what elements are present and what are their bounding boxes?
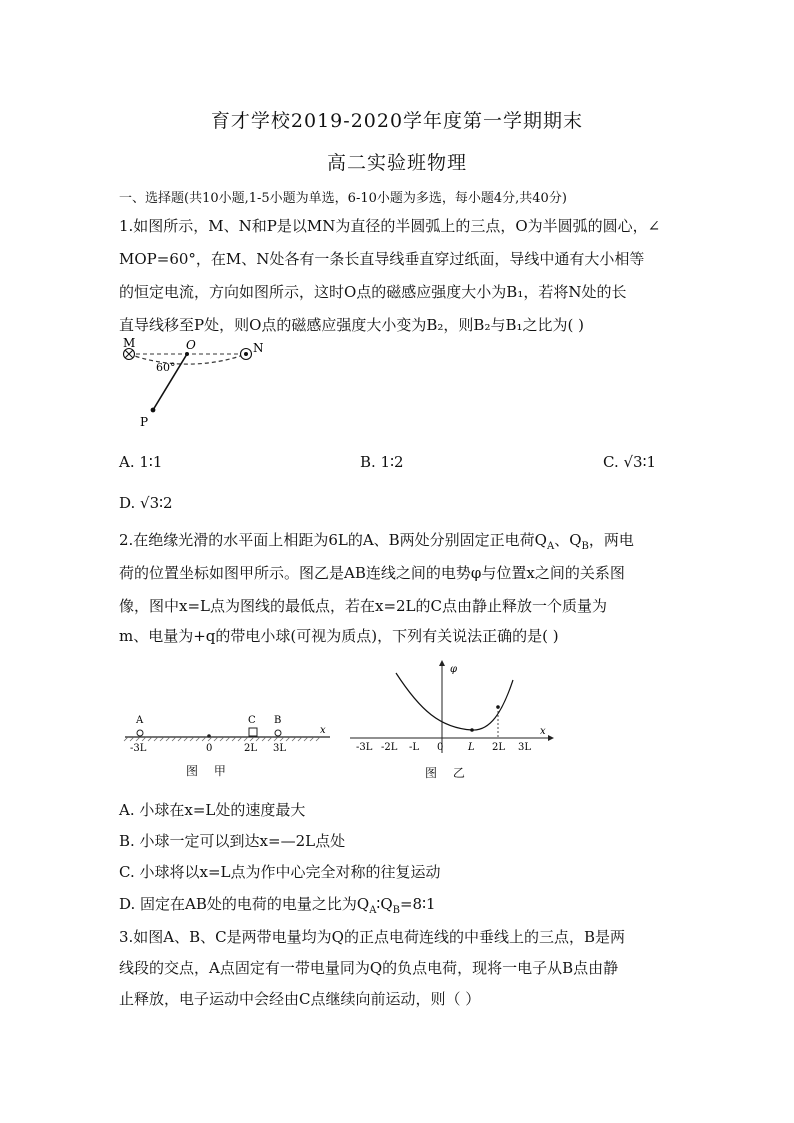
minimum-point	[470, 728, 474, 732]
q1-option-d: D. √3∶2	[119, 494, 173, 512]
q3-line-1: 3.如图A、B、C是两带电量均为Q的正点电荷连线的中垂线上的三点，B是两	[119, 928, 625, 946]
point-p-dot	[151, 408, 156, 413]
ball-c	[249, 728, 257, 736]
q2-option-d-end: =8∶1	[399, 895, 436, 913]
q1-line-1: 1.如图所示，M、N和P是以MN为直径的半圆弧上的三点，O为半圆弧的圆心，∠	[119, 217, 661, 235]
q2-option-a: A. 小球在x=L处的速度最大	[119, 801, 306, 819]
q2-option-d: D. 固定在AB处的电荷的电量之比为$Q_A∶Q_B=8∶1$	[119, 895, 436, 916]
y-axis-arrow	[439, 660, 445, 666]
q2-line-1-tail: 、Q	[554, 531, 582, 549]
x-axis-arrow	[548, 735, 554, 741]
center-dot	[185, 352, 189, 356]
label-p: P	[140, 415, 149, 429]
tick-neg3l: -3L	[130, 743, 147, 754]
q1-option-b: B. 1∶2	[360, 453, 404, 471]
label-o: O	[186, 338, 196, 352]
q2-line-2: 荷的位置坐标如图甲所示。图乙是AB连线之间的电势φ与位置x之间的关系图	[119, 564, 625, 582]
exam-title: 育才学校2019-2020学年度第一学期期末	[210, 110, 584, 132]
y-label: φ	[450, 664, 458, 675]
q1-line-2: MOP=60°，在M、N处各有一条长直导线垂直穿过纸面，导线中通有大小相等	[119, 250, 645, 268]
tick-2l: 2L	[244, 743, 258, 754]
section-heading: 一、选择题(共10小题,1-5小题为单选，6-10小题为多选，每小题4分,共40分)	[119, 191, 567, 206]
x-label: x	[540, 726, 546, 737]
label-x: x	[320, 725, 326, 736]
q1-figure	[110, 338, 280, 438]
tick-neg2l: -2L	[381, 742, 398, 753]
tick-negl: -L	[409, 742, 420, 753]
label-b: B	[274, 715, 282, 726]
q2-line-1-text: 2.在绝缘光滑的水平面上相距为6L的A、B两处分别固定正电荷Q	[119, 531, 547, 549]
q3-line-2: 线段的交点，A点固定有一带电量同为Q的负点电荷，现将一电子从B点由静	[119, 959, 619, 977]
q2-option-c: C. 小球将以x=L点为作中心完全对称的往复运动	[119, 863, 441, 881]
q2-option-b: B. 小球一定可以到达x=—2L点处	[119, 832, 346, 850]
label-m: M	[123, 338, 136, 350]
tick-0: 0	[437, 742, 444, 753]
angle-label: 60°	[156, 361, 176, 374]
charge-a	[137, 730, 143, 736]
exam-subtitle: 高二实验班物理	[326, 152, 467, 174]
label-a: A	[136, 715, 144, 726]
label-c: C	[248, 715, 256, 726]
q2-option-d-tail: ∶Q	[376, 895, 393, 913]
q2-option-d-text: D. 固定在AB处的电荷的电量之比为Q	[119, 895, 370, 913]
q3-line-3: 止释放，电子运动中会经由C点继续向前运动，则（ ）	[119, 990, 481, 1008]
q1-option-a: A. 1∶1	[119, 453, 163, 471]
charge-b	[275, 730, 281, 736]
origin-dot	[207, 734, 211, 738]
tick-neg3l: -3L	[356, 742, 373, 753]
q1-option-c: C. √3∶1	[603, 453, 657, 471]
current-out-of-page-icon	[241, 349, 252, 360]
caption-jia: 图 甲	[186, 764, 232, 778]
q2-line-1: 2.在绝缘光滑的水平面上相距为6L的A、B两处分别固定正电荷$Q_A$、$Q_B$，两电	[119, 531, 634, 552]
tick-3l: 3L	[273, 743, 287, 754]
q1-line-3: 的恒定电流，方向如图所示，这时O点的磁感应强度大小为B₁，若将N处的长	[119, 283, 627, 301]
q2-figure-yi	[350, 658, 560, 758]
tick-3l: 3L	[518, 742, 532, 753]
q2-line-3: 像，图中x=L点为图线的最低点，若在x=2L的C点由静止释放一个质量为	[119, 597, 608, 615]
q2-line-1-end: ，两电	[588, 531, 634, 549]
tick-0: 0	[206, 743, 213, 754]
q2-line-4: m、电量为+q的带电小球(可视为质点)，下列有关说法正确的是( )	[119, 627, 559, 645]
current-into-page-icon	[124, 349, 135, 360]
tick-2l: 2L	[492, 742, 506, 753]
caption-yi: 图 乙	[425, 766, 471, 780]
label-n: N	[253, 341, 264, 355]
potential-curve	[396, 673, 513, 730]
tick-l: L	[468, 742, 475, 753]
q2-figure-jia	[120, 705, 340, 755]
q1-line-4: 直导线移至P处，则O点的磁感应强度大小变为B₂，则B₂与B₁之比为( )	[119, 316, 584, 334]
